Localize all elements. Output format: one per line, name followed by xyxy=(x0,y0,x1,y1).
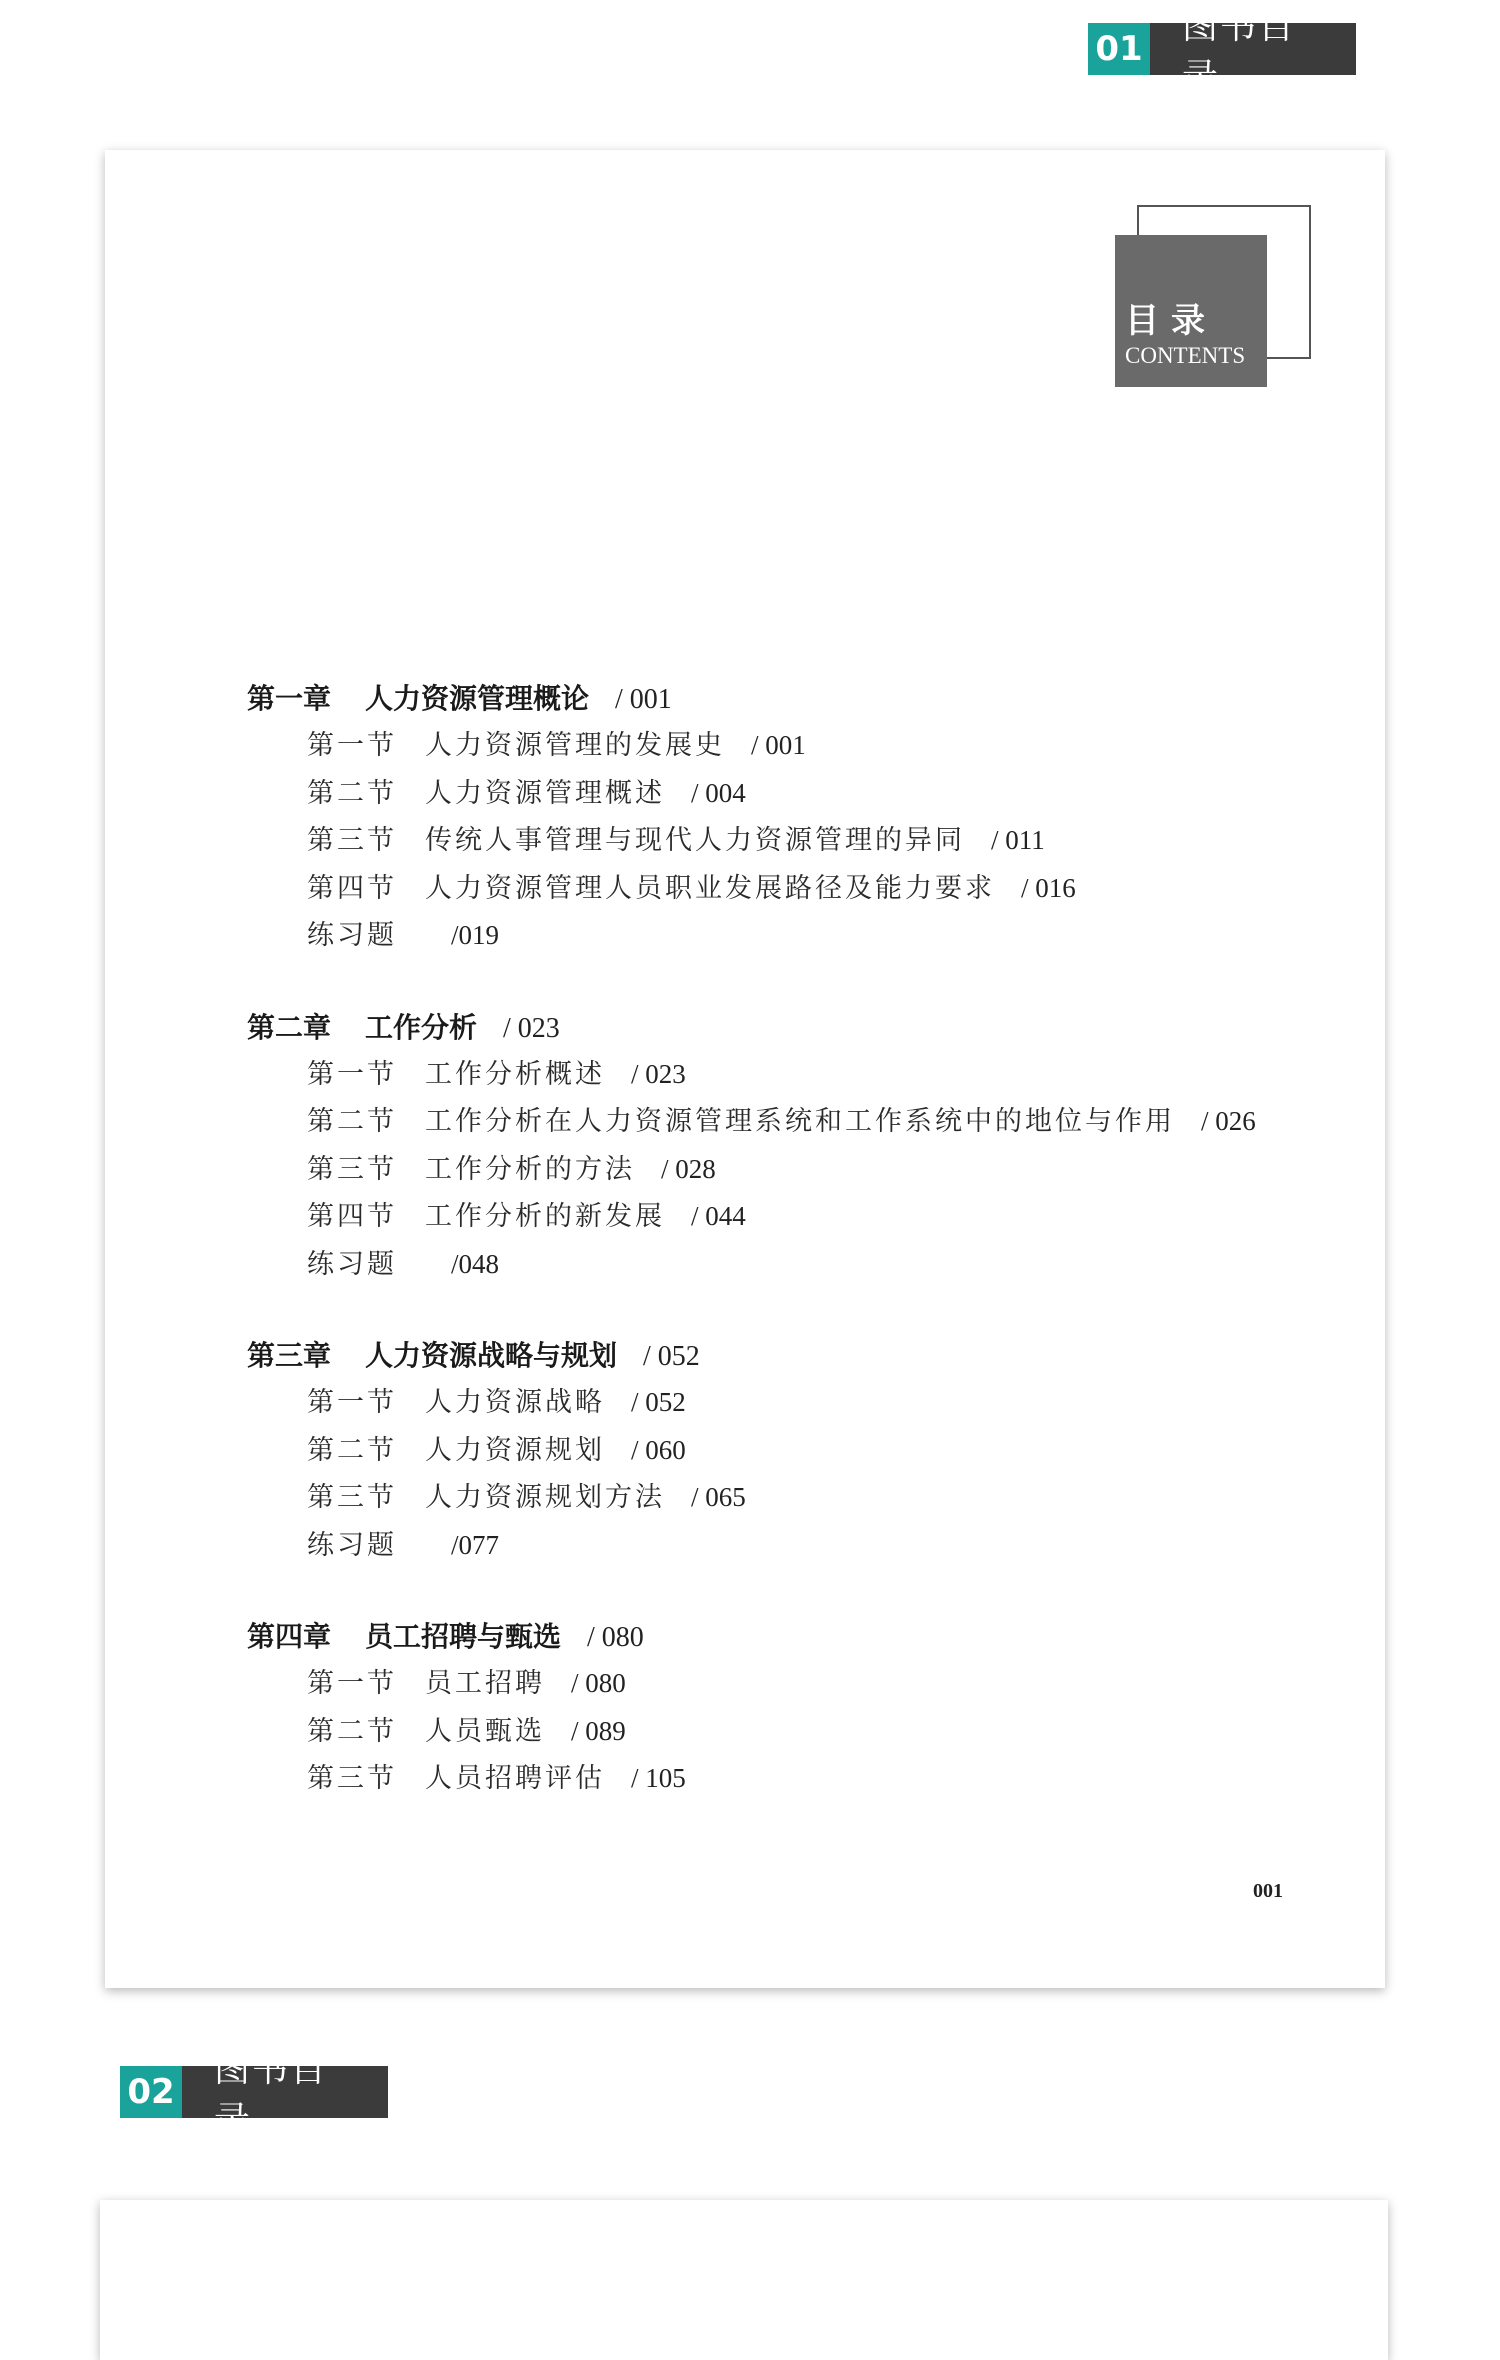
section-page: / 105 xyxy=(631,1763,686,1793)
toc-section-entry[interactable] xyxy=(247,722,1347,770)
section-num: 第四节 xyxy=(307,1201,397,1232)
section-title: 人力资源战略 xyxy=(425,1387,605,1418)
section-page: / 023 xyxy=(631,1058,686,1089)
section-page: / 011 xyxy=(991,825,1045,855)
section-page: / 028 xyxy=(661,1153,716,1184)
toc-section-entry[interactable] xyxy=(247,1755,1347,1803)
chapter-num: 第三章 xyxy=(247,1339,332,1372)
toc-section-entry[interactable] xyxy=(247,770,1347,818)
section-num: 第三节 xyxy=(307,825,397,856)
page-number: 001 xyxy=(1253,1880,1283,1902)
section-num: 第二节 xyxy=(307,1715,397,1747)
section-title: 人力资源管理概述 xyxy=(425,777,665,809)
section-number: 01 xyxy=(1088,23,1150,75)
section-page: / 089 xyxy=(571,1715,626,1746)
toc-chapter-heading[interactable] xyxy=(247,1613,1347,1660)
section-page: /048 xyxy=(451,1248,500,1279)
book-page-2 xyxy=(100,2200,1388,2360)
section-num: 第一节 xyxy=(307,1058,397,1090)
section-title: 人力资源规划方法 xyxy=(425,1482,665,1513)
chapter-title: 人力资源管理概论 xyxy=(365,682,590,715)
toc-section-entry[interactable] xyxy=(247,1708,1347,1756)
toc-section-entry[interactable] xyxy=(247,1051,1347,1099)
chapter-page: / 052 xyxy=(643,1341,700,1372)
section-title: 人力资源管理的发展史 xyxy=(425,730,725,761)
section-num: 第三节 xyxy=(307,1482,397,1513)
section-number: 02 xyxy=(120,2066,182,2118)
section-page: /019 xyxy=(451,920,500,950)
toc-chapter-heading[interactable] xyxy=(247,1332,1347,1379)
section-num: 练习题 xyxy=(307,1529,397,1561)
section-page: / 080 xyxy=(571,1668,626,1698)
toc-chapter xyxy=(247,1332,1347,1569)
section-num: 第一节 xyxy=(307,730,397,761)
section-num: 第三节 xyxy=(307,1153,397,1185)
toc-chapter xyxy=(247,1613,1347,1803)
chapter-page: / 023 xyxy=(503,1012,560,1044)
chapter-title: 员工招聘与甄选 xyxy=(365,1620,562,1653)
section-title: 人员甄选 xyxy=(425,1715,545,1747)
section-num: 练习题 xyxy=(307,920,397,951)
section-page: / 060 xyxy=(631,1434,686,1465)
chapter-title: 人力资源战略与规划 xyxy=(365,1339,618,1372)
chapter-page: / 080 xyxy=(587,1622,644,1653)
section-title: 工作分析的新发展 xyxy=(425,1201,665,1232)
section-num: 第二节 xyxy=(307,777,397,809)
section-page: / 044 xyxy=(691,1201,746,1231)
contents-badge-cn: 目录 xyxy=(1125,301,1217,341)
section-title: 传统人事管理与现代人力资源管理的异同 xyxy=(425,825,965,856)
section-title: 人力资源管理人员职业发展路径及能力要求 xyxy=(425,872,995,904)
toc-section-entry[interactable] xyxy=(247,865,1347,913)
toc-section-entry[interactable] xyxy=(247,912,1347,960)
section-page: / 001 xyxy=(751,730,806,760)
chapter-page: / 001 xyxy=(615,684,672,715)
section-num: 第一节 xyxy=(307,1387,397,1418)
toc-chapter-heading[interactable] xyxy=(247,675,1347,722)
section-num: 第二节 xyxy=(307,1434,397,1466)
chapter-title: 工作分析 xyxy=(365,1010,478,1044)
chapter-num: 第一章 xyxy=(247,682,332,715)
toc-section-entry[interactable] xyxy=(247,817,1347,865)
section-num: 第一节 xyxy=(307,1668,397,1699)
section-page: / 026 xyxy=(1201,1106,1256,1136)
section-title: 图书目录 xyxy=(182,2066,388,2118)
section-title: 工作分析概述 xyxy=(425,1058,605,1090)
section-title: 人力资源规划 xyxy=(425,1434,605,1466)
section-tag-book-contents xyxy=(1088,6,1356,98)
toc-chapter xyxy=(247,1004,1347,1289)
section-title: 工作分析的方法 xyxy=(425,1153,635,1185)
toc-chapter-heading[interactable] xyxy=(247,1004,1347,1051)
toc-section-entry[interactable] xyxy=(247,1098,1347,1146)
toc-section-entry[interactable] xyxy=(247,1193,1347,1241)
toc-section-entry[interactable] xyxy=(247,1522,1347,1570)
toc-section-entry[interactable] xyxy=(247,1474,1347,1522)
section-num: 第四节 xyxy=(307,872,397,904)
chapter-num: 第二章 xyxy=(247,1010,332,1044)
section-num: 第三节 xyxy=(307,1763,397,1794)
toc-section-entry[interactable] xyxy=(247,1241,1347,1289)
section-num: 第二节 xyxy=(307,1106,397,1137)
section-page: / 004 xyxy=(691,777,746,808)
toc-section-entry[interactable] xyxy=(247,1427,1347,1475)
contents-badge xyxy=(1115,235,1267,387)
toc-section-entry[interactable] xyxy=(247,1379,1347,1427)
chapter-num: 第四章 xyxy=(247,1620,332,1653)
section-page: /077 xyxy=(451,1529,500,1560)
section-title: 人员招聘评估 xyxy=(425,1763,605,1794)
toc-section-entry[interactable] xyxy=(247,1660,1347,1708)
section-page: / 065 xyxy=(691,1482,746,1512)
section-title: 员工招聘 xyxy=(425,1668,545,1699)
contents-badge-en: CONTENTS xyxy=(1125,343,1246,368)
toc-chapter xyxy=(247,675,1347,960)
table-of-contents xyxy=(247,675,1347,1847)
section-title: 工作分析在人力资源管理系统和工作系统中的地位与作用 xyxy=(425,1106,1175,1137)
toc-section-entry[interactable] xyxy=(247,1146,1347,1194)
section-num: 练习题 xyxy=(307,1248,397,1280)
section-page: / 016 xyxy=(1021,872,1076,903)
section-page: / 052 xyxy=(631,1387,686,1417)
section-tag-book-contents-2 xyxy=(120,2049,388,2141)
section-title: 图书目录 xyxy=(1150,23,1356,75)
book-page xyxy=(105,150,1385,1988)
